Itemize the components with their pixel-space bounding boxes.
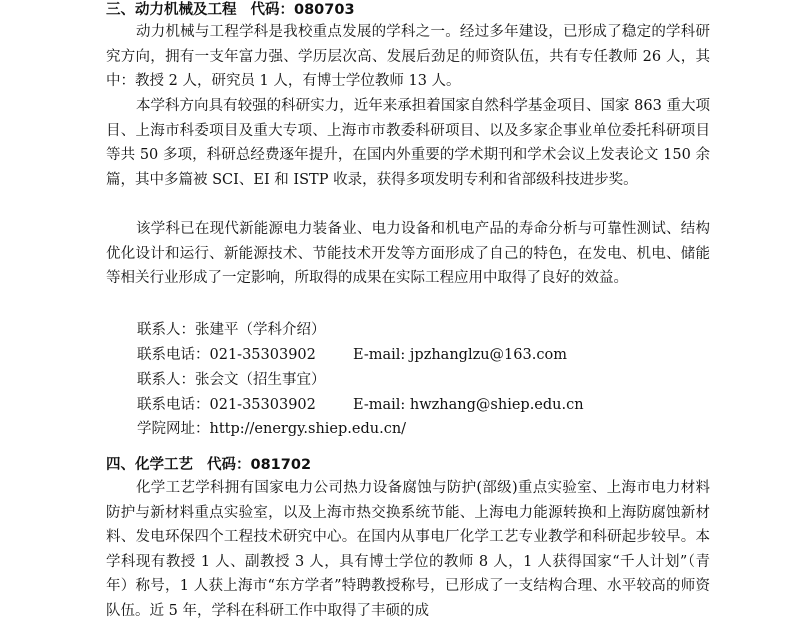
contact-person: 联系人：张建平（学科介绍） — [137, 322, 326, 338]
section-title: 三、动力机械及工程 — [106, 2, 237, 18]
section-title: 四、化学工艺 — [106, 457, 193, 473]
contact-email: E-mail: hwzhang@shiep.edu.cn — [353, 397, 584, 413]
paragraph: 本学科方向具有较强的科研实力，近年来承担着国家自然科学基金项目、国家 863 重大项目、上海市科委项目及重大专项、上海市市教委科研项目、以及多家企事业单位委托科研项目等共 50 多项，科研总经费逐年提升，在国内外重要的学术期刊和学术会议上发表论文 150 余篇，其中多篇被 SCI、EI 和 ISTP 收录，获得多项发明专利和省部级科技进步奖。 — [106, 98, 710, 188]
contact-phone: 联系电话：021-35303902 — [137, 397, 316, 413]
section-heading — [106, 1, 355, 19]
college-website: 学院网址：http://energy.shiep.edu.cn/ — [137, 421, 407, 437]
section-heading — [106, 456, 311, 474]
paragraph: 该学科已在现代新能源电力装备业、电力设备和机电产品的寿命分析与可靠性测试、结构优化设计和运行、新能源技术、节能技术开发等方面形成了自己的特色，在发电、机电、储能等相关行业形成了一定影响，所取得的成果在实际工程应用中取得了良好的效益。 — [106, 221, 710, 287]
paragraph: 动力机械与工程学科是我校重点发展的学科之一。经过多年建设，已形成了稳定的学科研究方向，拥有一支年富力强、学历层次高、发展后劲足的师资队伍，共有专任教师 26 人，其中：教授 2 人，研究员 1 人，有博士学位教师 13 人。 — [106, 24, 710, 90]
contact-line — [137, 321, 326, 339]
paragraph: 化学工艺学科拥有国家电力公司热力设备腐蚀与防护(部级)重点实验室、上海市电力材料防护与新材料重点实验室，以及上海市热交换系统节能、上海电力能源转换和上海防腐蚀新材料、发电环保四个工程技术研究中心。在国内从事电厂化学工艺专业教学和科研起步较早。本学科现有教授 1 人、副教授 3 人，具有博士学位的教师 8 人，1 人获得国家“千人计划”（青年）称号，1 人获上海市“东方学者”特聘教授称号，已形成了一支结构合理、水平较高的师资队伍。近 5 年，学科在科研工作中取得了丰硕的成 — [106, 480, 710, 619]
contact-email: E-mail: jpzhanglzu@163.com — [353, 347, 567, 363]
contact-line — [137, 420, 406, 438]
section-code: 代码：081702 — [207, 457, 312, 473]
contact-person: 联系人：张会文（招生事宜） — [137, 372, 326, 388]
contact-line — [137, 396, 637, 414]
contact-line — [137, 346, 637, 364]
section-code: 代码：080703 — [250, 2, 355, 18]
contact-phone: 联系电话：021-35303902 — [137, 347, 316, 363]
contact-line — [137, 371, 326, 389]
